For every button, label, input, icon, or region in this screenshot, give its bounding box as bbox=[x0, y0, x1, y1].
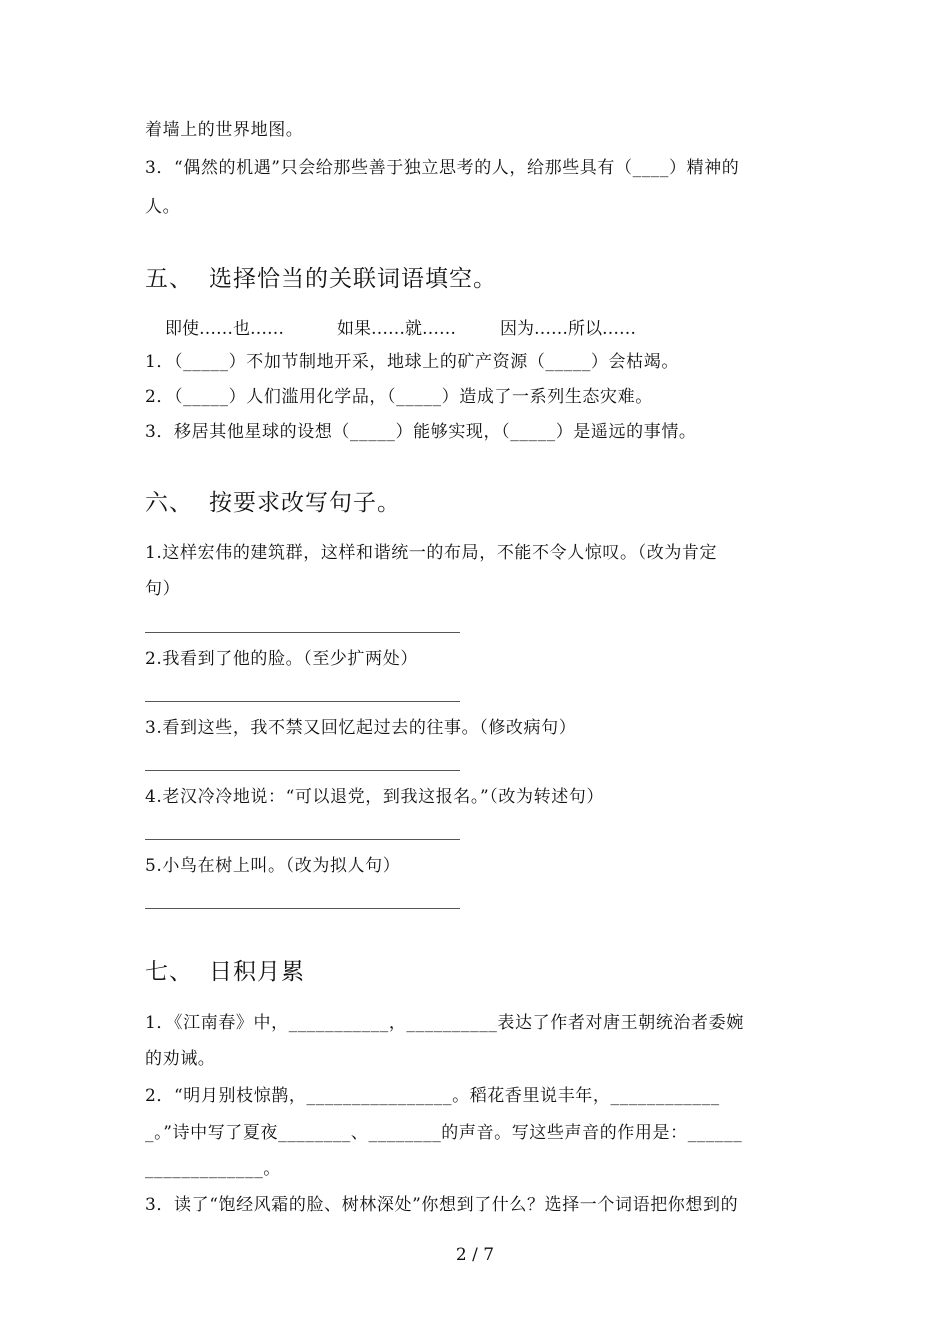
section-6-question-1-cont: 句） bbox=[145, 579, 181, 599]
answer-line-1[interactable] bbox=[145, 632, 460, 633]
section-5-question-2: 2．（_____）人们滥用化学品，（_____）造成了一系列生态灾难。 bbox=[145, 387, 653, 407]
answer-line-5[interactable] bbox=[145, 908, 460, 909]
section-5-title: 选择恰当的关联词语填空。 bbox=[209, 266, 497, 292]
section-5-question-3: 3．移居其他星球的设想（_____）能够实现，（_____）是遥远的事情。 bbox=[145, 422, 697, 442]
word-bank-item: 如果……就…… bbox=[337, 319, 456, 339]
section-7-heading bbox=[145, 957, 305, 987]
answer-line-4[interactable] bbox=[145, 839, 460, 840]
section-7-question-3: 3．读了“饱经风霜的脸、树林深处”你想到了什么？选择一个词语把你想到的 bbox=[145, 1195, 739, 1215]
page-number: 2 / 7 bbox=[455, 1245, 495, 1265]
section-7-title: 日积月累 bbox=[209, 959, 305, 985]
answer-line-2[interactable] bbox=[145, 701, 460, 702]
section-6-question-5: 5.小鸟在树上叫。（改为拟人句） bbox=[145, 856, 401, 876]
section-6-question-4: 4.老汉冷冷地说：“可以退党，到我这报名。”（改为转述句） bbox=[145, 787, 605, 807]
word-bank bbox=[165, 318, 636, 340]
word-bank-item: 因为……所以…… bbox=[500, 319, 636, 339]
section-7-question-1-cont: 的劝诫。 bbox=[145, 1049, 216, 1069]
section-6-number: 六、 bbox=[145, 490, 193, 516]
section-5-heading bbox=[145, 264, 497, 294]
prev-text-line: 着墙上的世界地图。 bbox=[145, 120, 304, 140]
word-bank-item: 即使……也…… bbox=[165, 319, 284, 339]
section-6-question-3: 3.看到这些，我不禁又回忆起过去的往事。（修改病句） bbox=[145, 718, 577, 738]
section-6-title: 按要求改写句子。 bbox=[209, 490, 401, 516]
prev-question-3-cont: 人。 bbox=[145, 197, 181, 217]
section-7-question-1: 1．《江南春》中，___________，__________表达了作者对唐王朝统治者委婉 bbox=[145, 1013, 744, 1033]
section-5-number: 五、 bbox=[145, 266, 193, 292]
section-7-question-2: 2．“明月别枝惊鹊，________________。稻花香里说丰年，____________ bbox=[145, 1086, 720, 1106]
answer-line-3[interactable] bbox=[145, 770, 460, 771]
section-7-question-2-cont: _。”诗中写了夏夜________、________的声音。写这些声音的作用是：______ bbox=[145, 1123, 743, 1143]
section-7-number: 七、 bbox=[145, 959, 193, 985]
section-6-question-1: 1.这样宏伟的建筑群，这样和谐统一的布局，不能不令人惊叹。（改为肯定 bbox=[145, 543, 718, 563]
section-7-question-2-cont2: _____________。 bbox=[145, 1159, 281, 1179]
section-5-question-1: 1．（_____）不加节制地开采，地球上的矿产资源（_____）会枯竭。 bbox=[145, 352, 679, 372]
section-6-question-2: 2.我看到了他的脸。（至少扩两处） bbox=[145, 649, 418, 669]
section-6-heading bbox=[145, 488, 401, 518]
prev-question-3: 3．“偶然的机遇”只会给那些善于独立思考的人，给那些具有（____）精神的 bbox=[145, 158, 740, 178]
